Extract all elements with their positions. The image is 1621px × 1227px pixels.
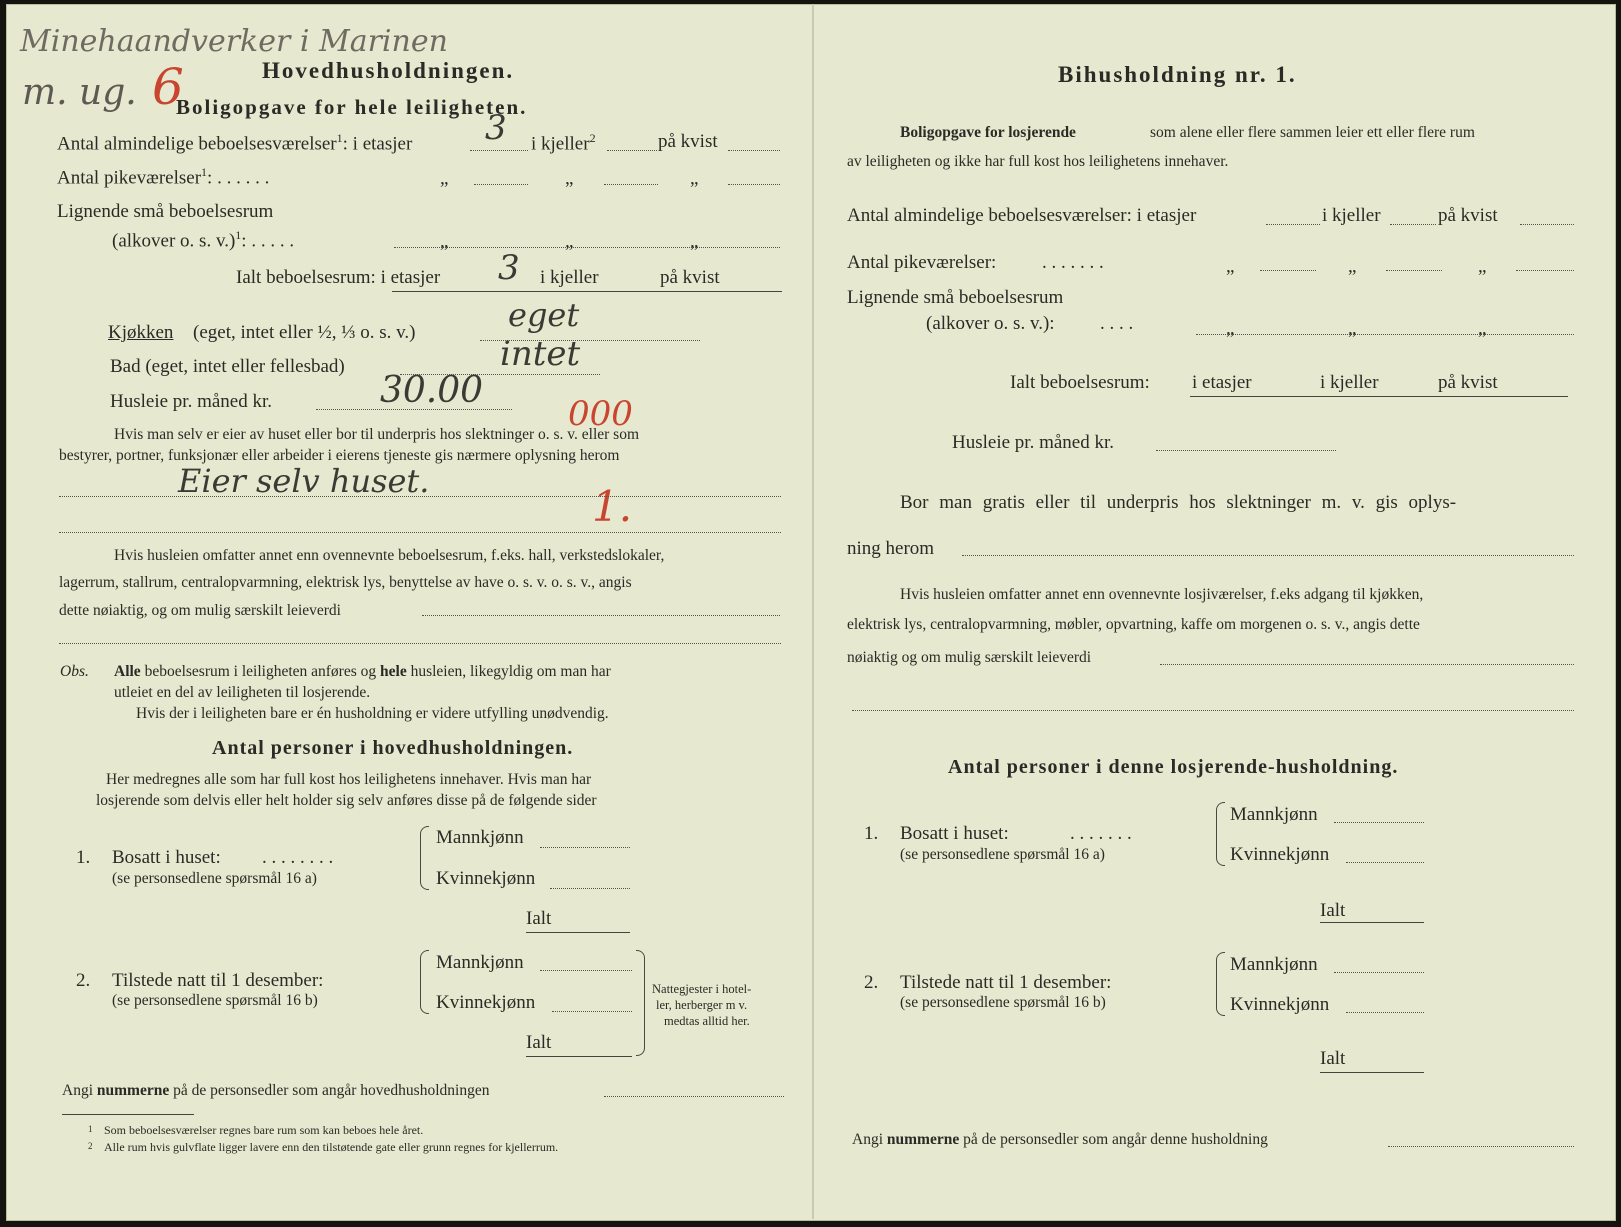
right-q2-number: 2. xyxy=(864,972,879,993)
row-alm-text: Antal almindelige beboelsesværelser xyxy=(57,133,337,155)
right-q2-brace xyxy=(1216,952,1225,1016)
right-title: Bihusholdning nr. 1. xyxy=(1058,62,1297,87)
right-lign-line[interactable] xyxy=(1196,334,1574,335)
right-gratis-line[interactable] xyxy=(962,555,1574,556)
footnote-1: Som beboelsesværelser regnes bare rum som kan beboes hele året. xyxy=(104,1123,424,1137)
right-q1-dots: . . . . . . . xyxy=(1070,823,1132,844)
handwritten-red-one: 1. xyxy=(592,482,633,531)
right-alm-kvist-line[interactable] xyxy=(1520,224,1574,225)
natt-note-1: Nattegjester i hotel- xyxy=(652,982,752,996)
right-angi-line[interactable] xyxy=(1388,1146,1574,1147)
row-ialt-kvist: på kvist xyxy=(660,267,720,288)
eier-text-1: Hvis man selv er eier av huset eller bor til underpris hos slektninger o. s. v. eller som xyxy=(114,426,640,443)
left-q2-mann: Mannkjønn xyxy=(436,952,524,973)
right-q1-mann: Mannkjønn xyxy=(1230,804,1318,825)
row-ialt-kjeller: i kjeller xyxy=(540,267,599,288)
right-husleie-line[interactable] xyxy=(1156,450,1336,451)
obs-line-1 xyxy=(114,662,611,682)
ditto-mark: „ xyxy=(1226,318,1235,339)
left-q1-label: Bosatt i huset: xyxy=(112,847,221,868)
angi-a: Angi xyxy=(62,1082,93,1099)
right-omfatter-1: Hvis husleien omfatter annet enn ovennevnte losjiværelser, f.eks adgang til kjøkken, xyxy=(900,586,1424,603)
handwritten-ialt-etasjer: 3 xyxy=(498,248,520,288)
footnote-ref: 1 xyxy=(235,228,242,242)
right-husleie: Husleie pr. måned kr. xyxy=(952,432,1114,453)
right-omfatter-line[interactable] xyxy=(852,710,1574,711)
row-alm-kvist: på kvist xyxy=(658,131,718,152)
footnote-rule xyxy=(62,1114,194,1115)
natt-note-2: ler, herberger m v. xyxy=(656,998,748,1012)
natt-note-3: medtas alltid her. xyxy=(664,1014,750,1028)
footnote-ref: 2 xyxy=(589,131,596,145)
right-row-alm-kjeller: i kjeller xyxy=(1322,205,1381,226)
left-q2-number: 2. xyxy=(76,970,91,991)
angi-nummerne: nummerne xyxy=(886,1131,960,1148)
right-gratis-2: ning herom xyxy=(847,538,935,559)
left-q1-dots: . . . . . . . . xyxy=(262,847,334,868)
left-q1-kvinne-line[interactable] xyxy=(550,888,630,889)
angi-a: Angi xyxy=(852,1131,883,1148)
right-q2-sub: (se personsedlene spørsmål 16 b) xyxy=(900,994,1106,1011)
left-q2-sub: (se personsedlene spørsmål 16 b) xyxy=(112,992,318,1009)
left-q2-ialt-line[interactable] xyxy=(526,1056,632,1057)
right-q2-ialt-line[interactable] xyxy=(1320,1072,1424,1073)
right-intro-1: som alene eller flere sammen leier ett eller flere rum xyxy=(1150,124,1475,141)
right-omfatter-2: elektrisk lys, centralopvarmning, møbler, opvartning, kaffe om morgenen o. s. v., angis dette xyxy=(847,616,1420,633)
right-row-ialt: Ialt beboelsesrum: xyxy=(1010,372,1150,393)
eier-text-2: bestyrer, portner, funksjonær eller arbeider i eierens tjeneste gis nærmere oplysning herom xyxy=(59,447,620,464)
right-q2-mann-line[interactable] xyxy=(1334,972,1424,973)
handwritten-kjokken: eget xyxy=(508,296,580,334)
right-alm-etasjer-line[interactable] xyxy=(1266,224,1320,225)
ditto-mark: „ xyxy=(690,168,699,189)
footnote-ref: 1 xyxy=(201,165,208,179)
right-row-alm: Antal almindelige beboelsesværelser: i etasjer xyxy=(847,205,1197,226)
right-antal-title: Antal personer i denne losjerende-husholdning. xyxy=(948,756,1399,778)
pike-dots: : . . . . . . xyxy=(207,167,270,189)
right-angi xyxy=(852,1130,1268,1150)
left-q1-brace xyxy=(420,826,429,890)
kjeller-line[interactable] xyxy=(607,150,657,151)
right-q1-ialt: Ialt xyxy=(1320,900,1346,921)
right-row-alm-kvist: på kvist xyxy=(1438,205,1498,226)
handwritten-bad: intet xyxy=(500,334,581,374)
omfatter-text-1: Hvis husleien omfatter annet enn ovennevnte beboelsesrum, f.eks. hall, verkstedslokaler, xyxy=(114,547,665,564)
left-title: Hovedhusholdningen. xyxy=(262,58,515,83)
right-q1-sub: (se personsedlene spørsmål 16 a) xyxy=(900,846,1105,863)
left-antal-title: Antal personer i hovedhusholdningen. xyxy=(212,737,574,759)
right-q1-kvinne: Kvinnekjønn xyxy=(1230,844,1330,865)
right-q1-brace xyxy=(1216,802,1225,866)
right-ialt-etasjer: i etasjer xyxy=(1192,372,1252,393)
right-q2-kvinne-line[interactable] xyxy=(1346,1012,1424,1013)
ditto-mark: „ xyxy=(1226,256,1235,277)
row-ialt-label: Ialt beboelsesrum: i etasjer xyxy=(236,267,441,288)
left-q1-ialt: Ialt xyxy=(526,908,552,929)
left-q1-mann: Mannkjønn xyxy=(436,827,524,848)
ditto-mark: „ xyxy=(565,168,574,189)
left-q2-ialt: Ialt xyxy=(526,1032,552,1053)
handwritten-eier: Eier selv huset. xyxy=(178,462,430,500)
ditto-mark: „ xyxy=(440,231,449,252)
left-q2-right-brace xyxy=(636,950,645,1056)
lign-text: (alkover o. s. v.) xyxy=(112,230,236,252)
obs-hele: hele xyxy=(380,663,407,680)
page-fold xyxy=(812,4,814,1219)
right-q1-ialt-line[interactable] xyxy=(1320,922,1424,923)
footnote-ref: 1 xyxy=(336,131,343,145)
footnote-2: Alle rum hvis gulvflate ligger lavere enn den tilstøtende gate eller grunn regnes for kjellerrum. xyxy=(104,1140,559,1154)
left-q2-brace xyxy=(420,950,429,1014)
left-antal-text-1: Her medregnes alle som har full kost hos leilighetens innehaver. Hvis man har xyxy=(106,771,592,788)
pike-etasjer-line[interactable] xyxy=(474,184,528,185)
ditto-mark: „ xyxy=(565,231,574,252)
right-q2-ialt: Ialt xyxy=(1320,1048,1346,1069)
right-q1-label: Bosatt i huset: xyxy=(900,823,1009,844)
right-q1-number: 1. xyxy=(864,823,879,844)
right-q2-label: Tilstede natt til 1 desember: xyxy=(900,972,1112,993)
angi-nummerne: nummerne xyxy=(96,1082,170,1099)
right-pike-kvist-line[interactable] xyxy=(1516,270,1574,271)
left-q1-ialt-line[interactable] xyxy=(526,932,630,933)
handwritten-red-mark: 000 xyxy=(568,394,633,434)
footnote-1-num: 1 xyxy=(88,1124,93,1134)
ditto-mark: „ xyxy=(1478,256,1487,277)
etasjer-line[interactable] xyxy=(470,150,528,151)
right-q2-kvinne: Kvinnekjønn xyxy=(1230,994,1330,1015)
right-lign-dots: . . . . xyxy=(1100,313,1134,334)
omfatter-text-3: dette nøiaktig, og om mulig særskilt leieverdi xyxy=(59,602,341,619)
right-pike-dots: . . . . . . . xyxy=(1042,252,1104,273)
ditto-mark: „ xyxy=(1348,318,1357,339)
obs-text-d: husleien, likegyldig om man har xyxy=(410,663,611,680)
kjokken-options: (eget, intet eller ½, ⅓ o. s. v.) xyxy=(193,322,416,343)
right-pike-etasjer-line[interactable] xyxy=(1260,270,1316,271)
right-row-pike: Antal pikeværelser: xyxy=(847,252,997,273)
row-pike-label xyxy=(57,165,269,189)
left-q1-kvinne: Kvinnekjønn xyxy=(436,868,536,889)
left-antal-text-2: losjerende som delvis eller helt holder sig selv anføres disse på de følgende sider xyxy=(96,792,597,809)
right-omfatter-3: nøiaktig og om mulig særskilt leieverdi xyxy=(847,649,1092,666)
handwritten-m-ug: m. ug. xyxy=(22,72,137,113)
left-q2-kvinne: Kvinnekjønn xyxy=(436,992,536,1013)
ialt-underline xyxy=(392,291,782,292)
omfatter-line[interactable] xyxy=(59,643,781,644)
right-q1-kvinne-line[interactable] xyxy=(1346,862,1424,863)
right-row-lign-2: (alkover o. s. v.): xyxy=(926,313,1055,334)
left-q2-label: Tilstede natt til 1 desember: xyxy=(112,970,324,991)
obs-line-2: utleiet en del av leiligheten til losjerende. xyxy=(114,684,371,701)
omfatter-text-2: lagerrum, stallrum, centralopvarmning, elektrisk lys, benyttelse av have o. s. v. o. s. v., angis xyxy=(59,574,632,591)
right-q2-mann: Mannkjønn xyxy=(1230,954,1318,975)
kjeller-label: i kjeller xyxy=(531,133,590,155)
husleie-label: Husleie pr. måned kr. xyxy=(110,391,272,412)
handwritten-red-six: 6 xyxy=(152,58,184,116)
bad-label: Bad (eget, intet eller fellesbad) xyxy=(110,356,345,377)
ditto-mark: „ xyxy=(1348,256,1357,277)
handwritten-husleie: 30.00 xyxy=(380,370,484,411)
row-alm-label xyxy=(57,131,412,155)
right-gratis-1: Bor man gratis eller til underpris hos slektninger m. v. gis oplys- xyxy=(900,492,1457,513)
obs-line-3: Hvis der i leiligheten bare er én husholdning er videre utfylling unødvendig. xyxy=(136,705,609,722)
angi-c: på de personsedler som angår denne husholdning xyxy=(963,1131,1268,1148)
eier-line-2[interactable] xyxy=(59,532,781,533)
pike-kvist-line[interactable] xyxy=(728,184,780,185)
right-pike-kjeller-line[interactable] xyxy=(1386,270,1442,271)
footnote-2-num: 2 xyxy=(88,1141,93,1151)
right-alm-kjeller-line[interactable] xyxy=(1390,224,1436,225)
right-row-lign-1: Lignende små beboelsesrum xyxy=(847,287,1064,308)
angi-c: på de personsedler som angår hovedhusholdningen xyxy=(173,1082,490,1099)
left-angi-line[interactable] xyxy=(604,1096,784,1097)
pike-text: Antal pikeværelser xyxy=(57,167,202,189)
lign-line[interactable] xyxy=(394,247,780,248)
left-q1-sub: (se personsedlene spørsmål 16 a) xyxy=(112,870,317,887)
right-leieverdi-line[interactable] xyxy=(1160,664,1574,665)
handwritten-etasjer: 3 xyxy=(485,108,507,148)
ditto-mark: „ xyxy=(1478,318,1487,339)
leieverdi-line[interactable] xyxy=(422,615,780,616)
obs-alle: Alle xyxy=(114,663,141,680)
left-subtitle: Boligopgave for hele leiligheten. xyxy=(176,95,528,119)
left-angi xyxy=(62,1081,489,1101)
pike-kjeller-line[interactable] xyxy=(604,184,658,185)
kjokken-label: Kjøkken xyxy=(108,322,174,343)
left-q1-mann-line[interactable] xyxy=(540,847,630,848)
row-alm-etasjer-label: : i etasjer xyxy=(342,133,413,155)
left-q2-kvinne-line[interactable] xyxy=(552,1011,632,1012)
right-q1-mann-line[interactable] xyxy=(1334,822,1424,823)
obs-label: Obs. xyxy=(60,663,89,680)
ditto-mark: „ xyxy=(440,168,449,189)
right-ialt-underline xyxy=(1190,396,1568,397)
row-alm-kjeller xyxy=(531,131,596,155)
right-intro-2: av leiligheten og ikke har full kost hos leilighetens innehaver. xyxy=(847,153,1229,170)
handwritten-occupation: Minehaandverker i Marinen xyxy=(20,24,448,59)
left-q2-mann-line[interactable] xyxy=(540,970,632,971)
left-q1-number: 1. xyxy=(76,847,91,868)
right-ialt-kjeller: i kjeller xyxy=(1320,372,1379,393)
right-intro-bold: Boligopgave for losjerende xyxy=(900,124,1076,141)
ditto-mark: „ xyxy=(690,231,699,252)
eier-line-1[interactable] xyxy=(59,496,781,497)
row-lign-label-2 xyxy=(112,228,294,252)
right-ialt-kvist: på kvist xyxy=(1438,372,1498,393)
row-lign-label-1: Lignende små beboelsesrum xyxy=(57,201,274,222)
lign-dots: : . . . . . xyxy=(241,230,295,252)
obs-text-b: beboelsesrum i leiligheten anføres og xyxy=(144,663,377,680)
kvist-line[interactable] xyxy=(728,150,780,151)
